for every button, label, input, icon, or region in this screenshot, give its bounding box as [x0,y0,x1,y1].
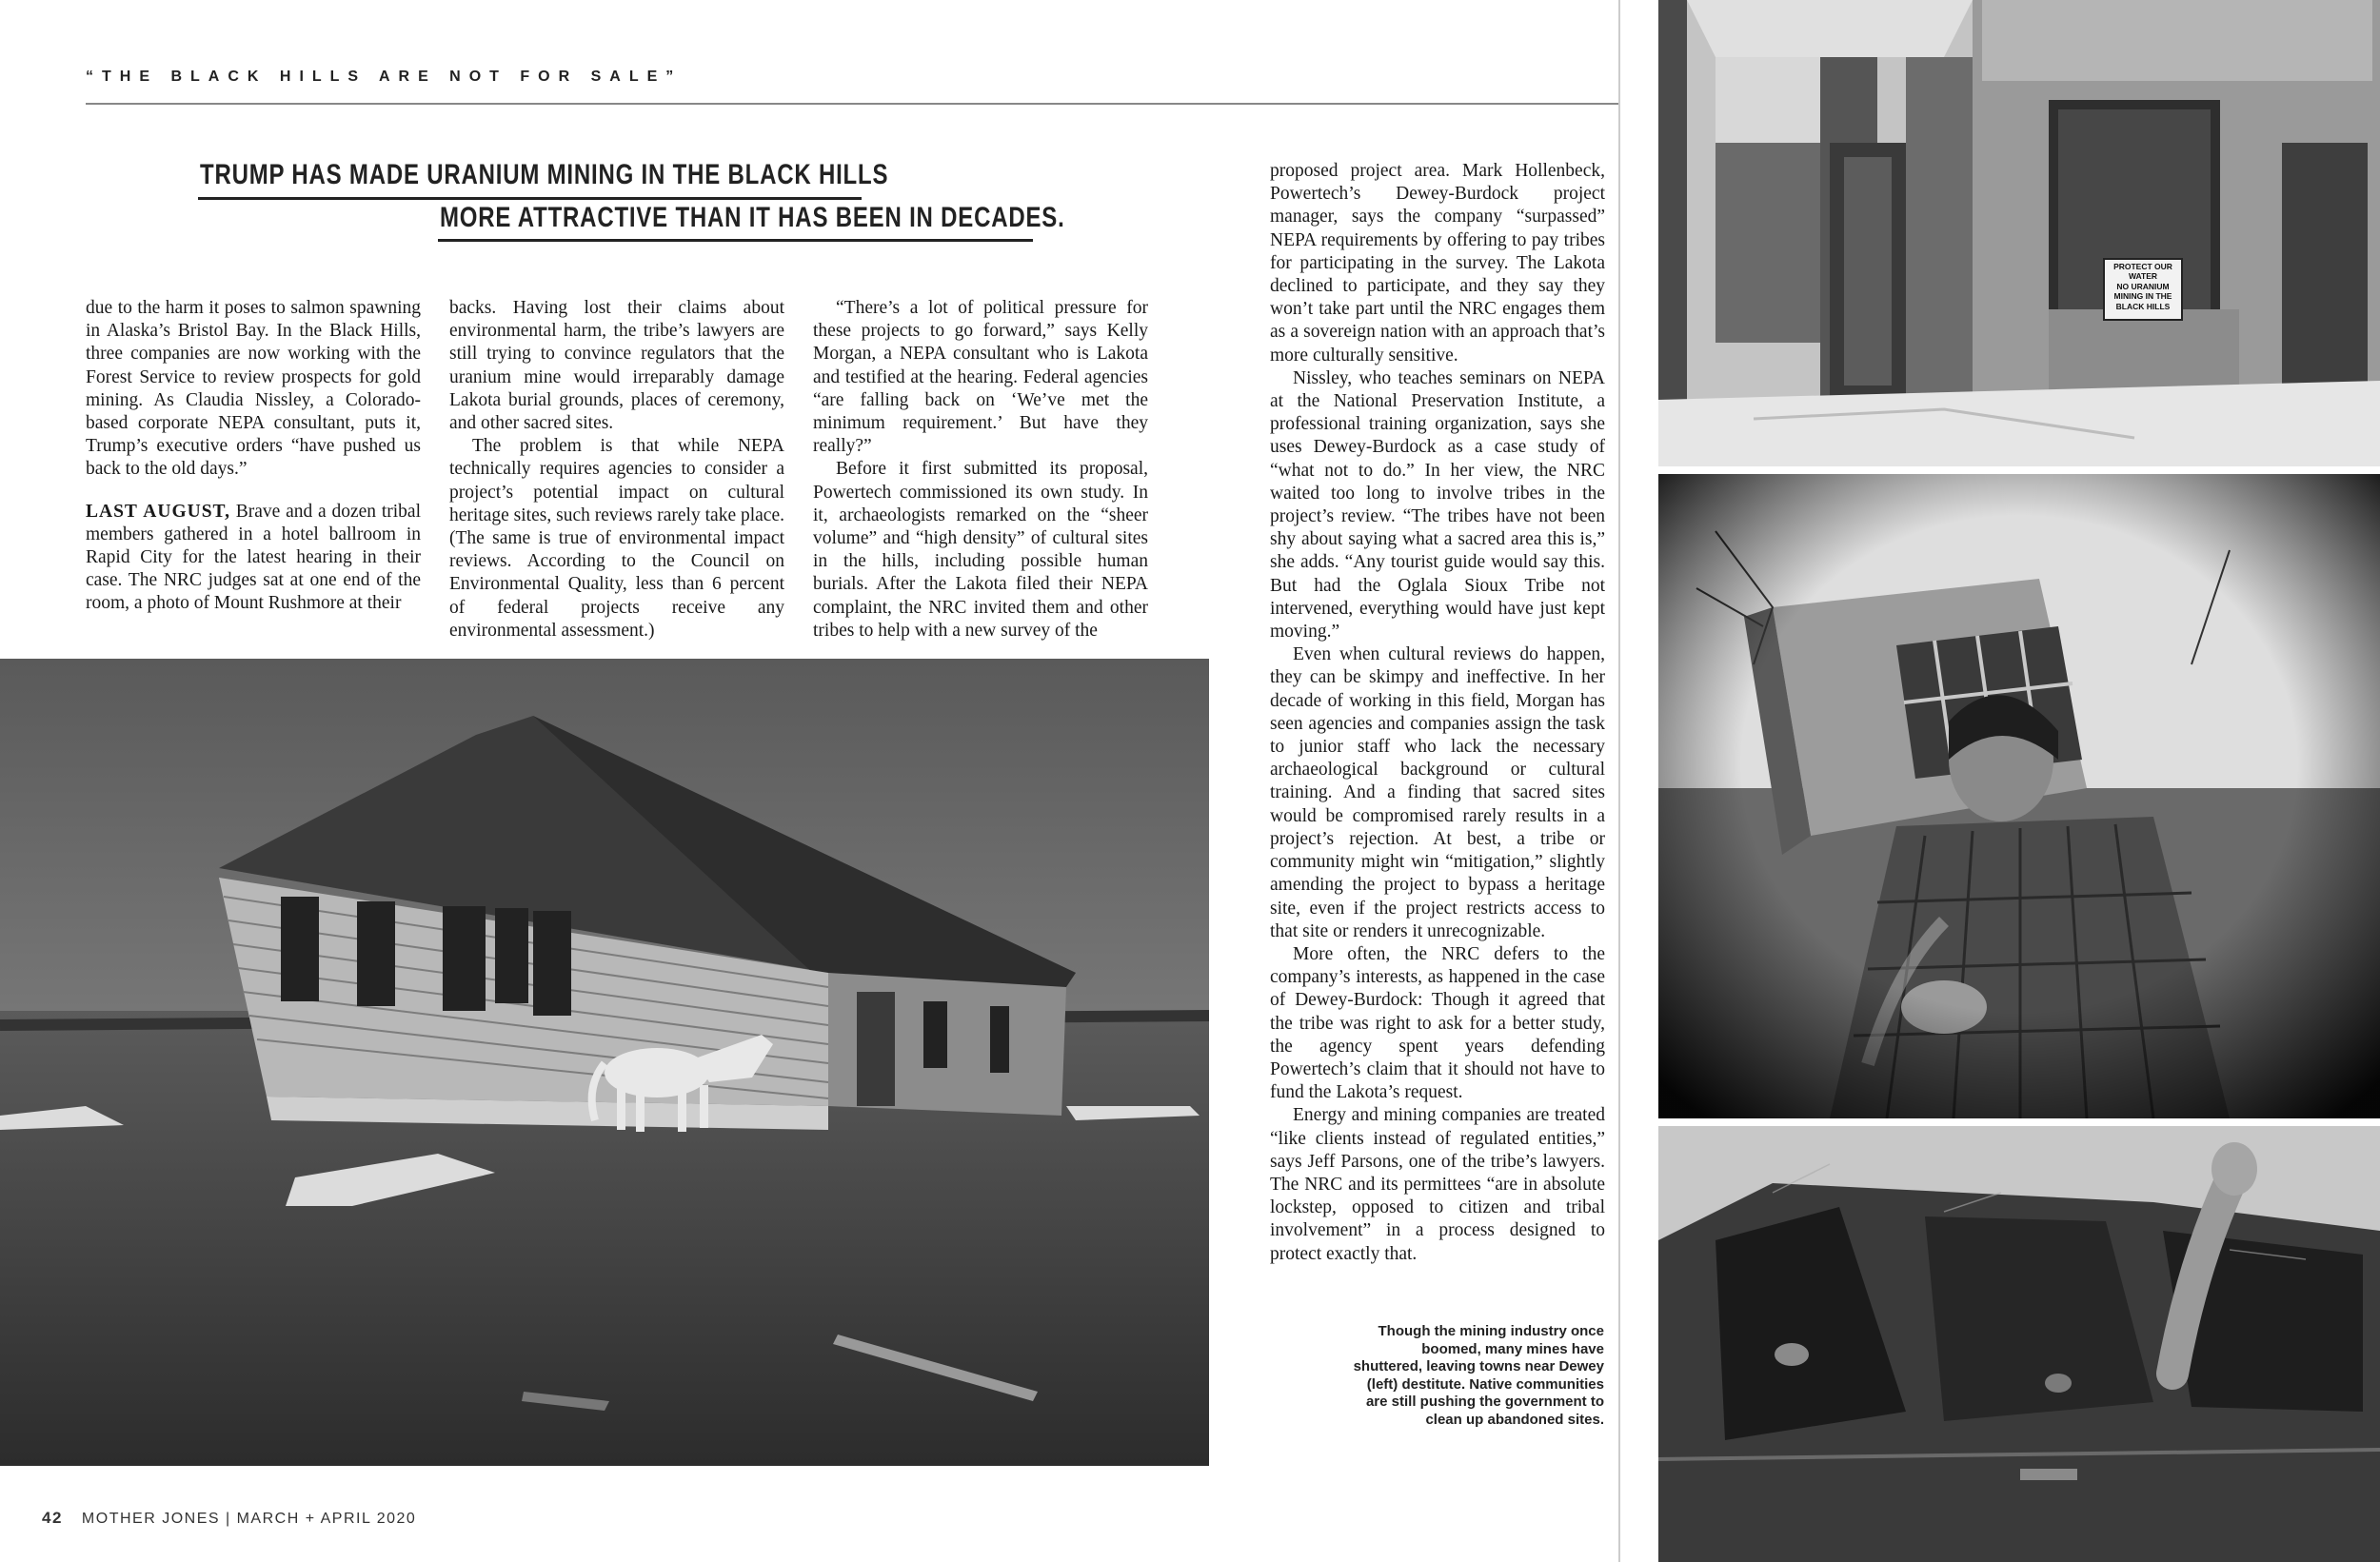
header-rule [86,103,1618,105]
running-head: “THE BLACK HILLS ARE NOT FOR SALE” [86,69,683,85]
pull-quote-line-2: MORE ATTRACTIVE THAN IT HAS BEEN IN DECADES. [440,202,1065,233]
article-column-2 [449,297,784,643]
pull-quote-underline-2 [438,239,1033,242]
protest-sign [2104,259,2182,320]
col3-paragraph-2: Before it first submitted its proposal, Powertech commissioned its own study. In it, archaeologists remarked on the “sheer volume” and “high density” of cultural sites in the hills, including possible human burials. After the Lakota filed their NEPA complaint, the NRC invited them and other tribes to help with a new survey of the [813,459,1148,641]
col1-paragraph-2 [86,501,421,616]
pull-quote-underline-1 [198,197,862,200]
sign-line-5: BLACK HILLS [2115,302,2171,311]
col2-paragraph-1: backs. Having lost their claims about environmental harm, the tribe’s lawyers are still trying to convince regulators that the uranium mine would irreparably damage Lakota burial grounds, places of ceremony, and other sacred sites. [449,298,784,434]
page-gutter [1618,0,1620,1562]
col1-paragraph-1: due to the harm it poses to salmon spawning in Alaska’s Bristol Bay. In the Black Hills, three companies are now working with the Forest Service to review prospects for gold mining. As Claudia Nissley, a Colorado-based corporate NEPA consultant, puts it, Trump’s executive orders “have pushed us back to the old days.” [86,298,421,480]
page-number: 42 [42,1509,63,1527]
photo-man-smoking [1658,474,2380,1118]
article-column-4 [1270,160,1605,1266]
col2-paragraph-2: The problem is that while NEPA technically requires agencies to consider a project’s potential impact on cultural heritage sites, such reviews rarely take place. (The same is true of environmental impact reviews. According to the Council on Environmental Quality, less than 6 percent of federal projects receive any environmental assessment.) [449,436,784,641]
col4-paragraph-2: Nissley, who teaches seminars on NEPA at the National Preservation Institute, a professional training organization, says she uses Dewey-Burdock as a case study of “what not to do.” In her view, the NRC waited too long to involve tribes in the project’s review. “The tribes have not been shy about saying what a sacred area this is,” she adds. “Any tourist guide would say this. But had the Oglala Sioux Tribe not intervened, everything would have just kept moving.” [1270,367,1605,643]
col3-paragraph-1: “There’s a lot of political pressure for these projects to go forward,” says Kelly Morgan, a NEPA consultant who is Lakota and testified at the hearing. Federal agencies “are falling back on ‘We’ve met the minimum requirement.’ But have they really?” [813,298,1148,457]
col4-paragraph-3: Even when cultural reviews do happen, they can be skimpy and ineffective. In her decade of working in this field, Morgan has seen agencies and companies assign the task to junior staff who lack the necessary archaeological background or cultural training. And a finding that sacred sites would be compromised rarely results in a project’s rejection. At best, a tribe or community might win “mitigation,” slightly amending the project to bypass a heritage site, even if the project restricts access to that site or renders it unrecognizable. [1270,644,1605,941]
photo-caption: Though the mining industry once boomed, many mines have shuttered, leaving towns near Dewey (left) destitute. Native communities are still pushing the government to clean up abandoned sites. [1353,1323,1604,1428]
col4-paragraph-5: Energy and mining companies are treated “like clients instead of regulated entities,” says Jeff Parsons, one of the tribe’s lawyers. The NRC and its permittees “are in absolute lockstep, opposed to citizen and tribal involvement” in a process designed to protect exactly that. [1270,1105,1605,1264]
article-column-3 [813,297,1148,643]
article-column-1 [86,297,421,616]
col4-paragraph-1: proposed project area. Mark Hollenbeck, Powertech’s Dewey-Burdock project manager, says the company “surpassed” NEPA requirements by offering to pay tribes for participating in the survey. The Lakota declined to participate, and they say they won’t take part until the NRC engages them as a sovereign nation with an approach that’s more culturally sensitive. [1270,161,1605,366]
pull-quote-line-1: TRUMP HAS MADE URANIUM MINING IN THE BLACK HILLS [200,159,889,190]
section-lead-in: LAST AUGUST, [86,501,230,522]
col1-paragraph-2-text: Brave and a dozen tribal members gathered in a hotel ballroom in Rapid City for the latest hearing in their case. The NRC judges sat at one end of the room, a photo of Mount Rushmore at their [86,501,421,614]
sign-line-3: NO URANIUM [2116,282,2170,291]
photo-storefront-protest-sign [1658,0,2380,466]
photo-car-raised-fist [1658,1126,2380,1562]
publication-issue: MOTHER JONES | MARCH + APRIL 2020 [81,1511,417,1527]
sign-line-1: PROTECT OUR [2113,262,2172,271]
sign-line-2: WATER [2128,271,2158,281]
folio [42,1509,416,1528]
col4-paragraph-4: More often, the NRC defers to the company’s interests, as happened in the case of Dewey-Burdock: Though it agreed that the tribe was right to ask for a better study, the agency spent years defending Powertech’s claim that it should not have to fund the Lakota’s request. [1270,943,1605,1103]
sign-line-4: MINING IN THE [2113,291,2172,301]
photo-abandoned-house-horse [0,659,1209,1466]
